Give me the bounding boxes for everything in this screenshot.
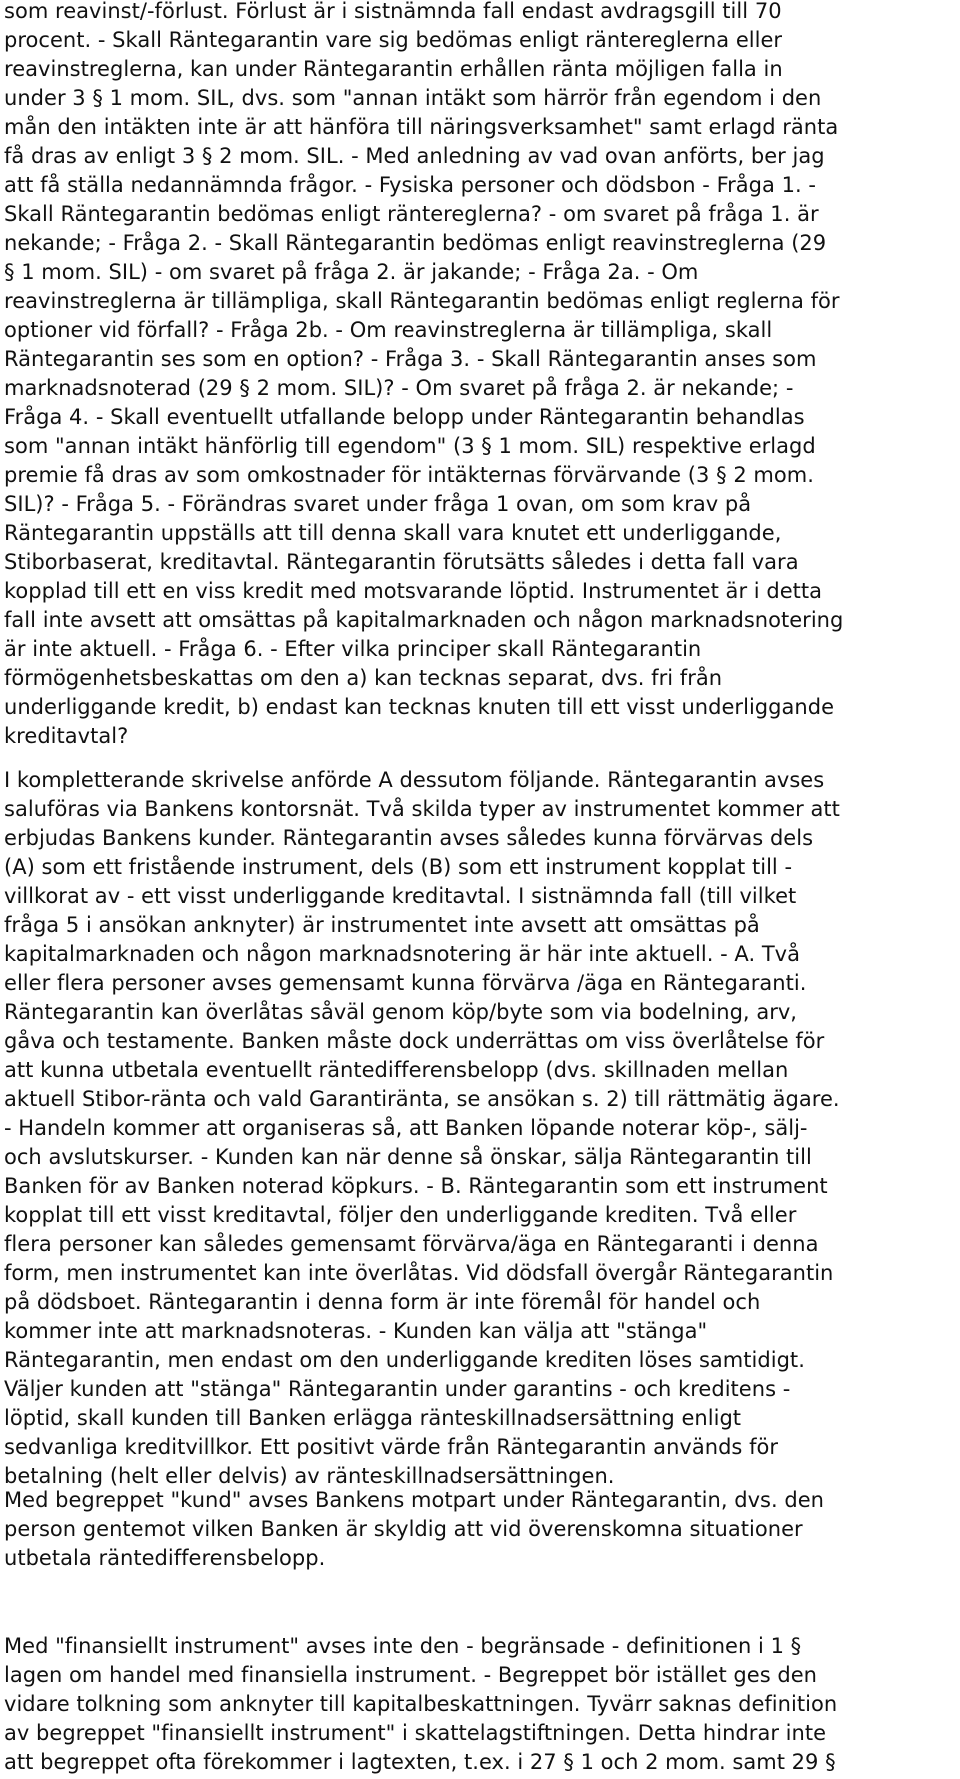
text-line: (A) som ett fristående instrument, dels (B) som ett instrument kopplat till - (4, 855, 793, 879)
text-line: aktuell Stibor-ränta och vald Garantiränta, se ansökan s. 2) till rättmätig ägare. (4, 1087, 840, 1111)
text-line: Stiborbaserat, kreditavtal. Räntegarantin förutsätts således i detta fall vara (4, 550, 799, 574)
text-line: Räntegarantin uppställs att till denna skall vara knutet ett underliggande, (4, 521, 782, 545)
text-line: saluföras via Bankens kontorsnät. Två skilda typer av instrumentet kommer att (4, 797, 840, 821)
text-line: sedvanliga kreditvillkor. Ett positivt värde från Räntegarantin används för (4, 1435, 779, 1459)
text-line: reavinstreglerna, kan under Räntegarantin erhållen ränta möjligen falla in (4, 57, 783, 81)
text-line: Räntegarantin ses som en option? - Fråga 3. - Skall Räntegarantin anses som (4, 347, 817, 371)
text-line: villkorat av - ett visst underliggande kreditavtal. I sistnämnda fall (till vilket (4, 884, 797, 908)
text-line: gåva och testamente. Banken måste dock underrättas om viss överlåtelse för (4, 1029, 825, 1053)
text-line: är inte aktuell. - Fråga 6. - Efter vilka principer skall Räntegarantin (4, 637, 702, 661)
text-line: nekande; - Fråga 2. - Skall Räntegarantin bedömas enligt reavinstreglerna (29 (4, 231, 827, 255)
text-line: mån den intäkten inte är att hänföra till näringsverksamhet" samt erlagd ränta (4, 115, 839, 139)
text-line: underliggande kredit, b) endast kan tecknas knuten till ett visst underliggande (4, 695, 835, 719)
text-line: på dödsboet. Räntegarantin i denna form är inte föremål för handel och (4, 1290, 761, 1314)
text-line: som "annan intäkt hänförlig till egendom" (3 § 1 mom. SIL) respektive erlagd (4, 434, 816, 458)
text-line: kopplat till ett visst kreditavtal, följer den underliggande krediten. Två eller (4, 1203, 797, 1227)
text-line: kapitalmarknaden och någon marknadsnotering är här inte aktuell. - A. Två (4, 942, 801, 966)
text-line: kommer inte att marknadsnoteras. - Kunden kan välja att "stänga" (4, 1319, 708, 1343)
text-line: kopplad till ett en viss kredit med motsvarande löptid. Instrumentet är i detta (4, 579, 823, 603)
text-line: erbjudas Bankens kunder. Räntegarantin avses således kunna förvärvas dels (4, 826, 814, 850)
text-line: fråga 5 i ansökan anknyter) är instrumentet inte avsett att omsättas på (4, 913, 760, 937)
text-line: och avslutskurser. - Kunden kan när denne så önskar, sälja Räntegarantin till (4, 1145, 812, 1169)
text-line: löptid, skall kunden till Banken erlägga ränteskillnadsersättning enligt (4, 1406, 742, 1430)
text-line: att begreppet ofta förekommer i lagtexten, t.ex. i 27 § 1 och 2 mom. samt 29 § (4, 1750, 836, 1774)
text-line: att få ställa nedannämnda frågor. - Fysiska personer och dödsbon - Fråga 1. - (4, 173, 816, 197)
text-line: Väljer kunden att "stänga" Räntegarantin under garantins - och kreditens - (4, 1377, 791, 1401)
text-line: optioner vid förfall? - Fråga 2b. - Om reavinstreglerna är tillämpliga, skall (4, 318, 773, 342)
text-line: Med begreppet "kund" avses Bankens motpart under Räntegarantin, dvs. den (4, 1488, 824, 1512)
text-line: Skall Räntegarantin bedömas enligt räntereglerna? - om svaret på fråga 1. är (4, 202, 819, 226)
text-line: marknadsnoterad (29 § 2 mom. SIL)? - Om svaret på fråga 2. är nekande; - (4, 376, 794, 400)
text-line: premie få dras av som omkostnader för intäkternas förvärvande (3 § 2 mom. (4, 463, 814, 487)
text-line: reavinstreglerna är tillämpliga, skall Räntegarantin bedömas enligt reglerna för (4, 289, 840, 313)
text-line: vidare tolkning som anknyter till kapitalbeskattningen. Tyvärr saknas definition (4, 1692, 838, 1716)
text-line: utbetala räntedifferensbelopp. (4, 1546, 326, 1570)
text-line: flera personer kan således gemensamt förvärva/äga en Räntegaranti i denna (4, 1232, 819, 1256)
text-line: procent. - Skall Räntegarantin vare sig bedömas enligt räntereglerna eller (4, 28, 783, 52)
text-line: av begreppet "finansiellt instrument" i skattelagstiftningen. Detta hindrar inte (4, 1721, 827, 1745)
text-line: att kunna utbetala eventuellt räntedifferensbelopp (dvs. skillnaden mellan (4, 1058, 789, 1082)
paragraph-definition-kund (4, 1486, 956, 1573)
text-line: § 1 mom. SIL) - om svaret på fråga 2. är jakande; - Fråga 2a. - Om (4, 260, 699, 284)
text-line: fall inte avsett att omsättas på kapitalmarknaden och någon marknadsnotering (4, 608, 844, 632)
paragraph-supplementary-letter (4, 766, 956, 1491)
text-line: kreditavtal? (4, 724, 129, 748)
text-line: lagen om handel med finansiella instrument. - Begreppet bör istället ges den (4, 1663, 818, 1687)
text-line: SIL)? - Fråga 5. - Förändras svaret under fråga 1 ovan, om som krav på (4, 492, 752, 516)
text-line: Räntegarantin kan överlåtas såväl genom köp/byte som via bodelning, arv, (4, 1000, 797, 1024)
text-line: form, men instrumentet kan inte överlåtas. Vid dödsfall övergår Räntegarantin (4, 1261, 834, 1285)
paragraph-questions (4, 0, 956, 751)
text-line: Räntegarantin, men endast om den underliggande krediten löses samtidigt. (4, 1348, 805, 1372)
text-line: förmögenhetsbeskattas om den a) kan tecknas separat, dvs. fri från (4, 666, 723, 690)
text-line: som reavinst/-förlust. Förlust är i sistnämnda fall endast avdragsgill till 70 (4, 0, 782, 23)
text-line: - Handeln kommer att organiseras så, att Banken löpande noterar köp-, sälj- (4, 1116, 808, 1140)
text-line: Fråga 4. - Skall eventuellt utfallande belopp under Räntegarantin behandlas (4, 405, 805, 429)
text-line: Banken för av Banken noterad köpkurs. - B. Räntegarantin som ett instrument (4, 1174, 828, 1198)
text-line: Med "finansiellt instrument" avses inte den - begränsade - definitionen i 1 § (4, 1634, 802, 1658)
text-line: under 3 § 1 mom. SIL, dvs. som "annan intäkt som härrör från egendom i den (4, 86, 822, 110)
text-line: betalning (helt eller delvis) av ränteskillnadsersättningen. (4, 1464, 615, 1488)
text-line: I kompletterande skrivelse anförde A dessutom följande. Räntegarantin avses (4, 768, 825, 792)
text-line: eller flera personer avses gemensamt kunna förvärva /äga en Räntegaranti. (4, 971, 807, 995)
text-line: få dras av enligt 3 § 2 mom. SIL. - Med anledning av vad ovan anförts, ber jag (4, 144, 825, 168)
text-line: person gentemot vilken Banken är skyldig att vid överenskomna situationer (4, 1517, 803, 1541)
paragraph-definition-financial-instrument (4, 1632, 956, 1777)
